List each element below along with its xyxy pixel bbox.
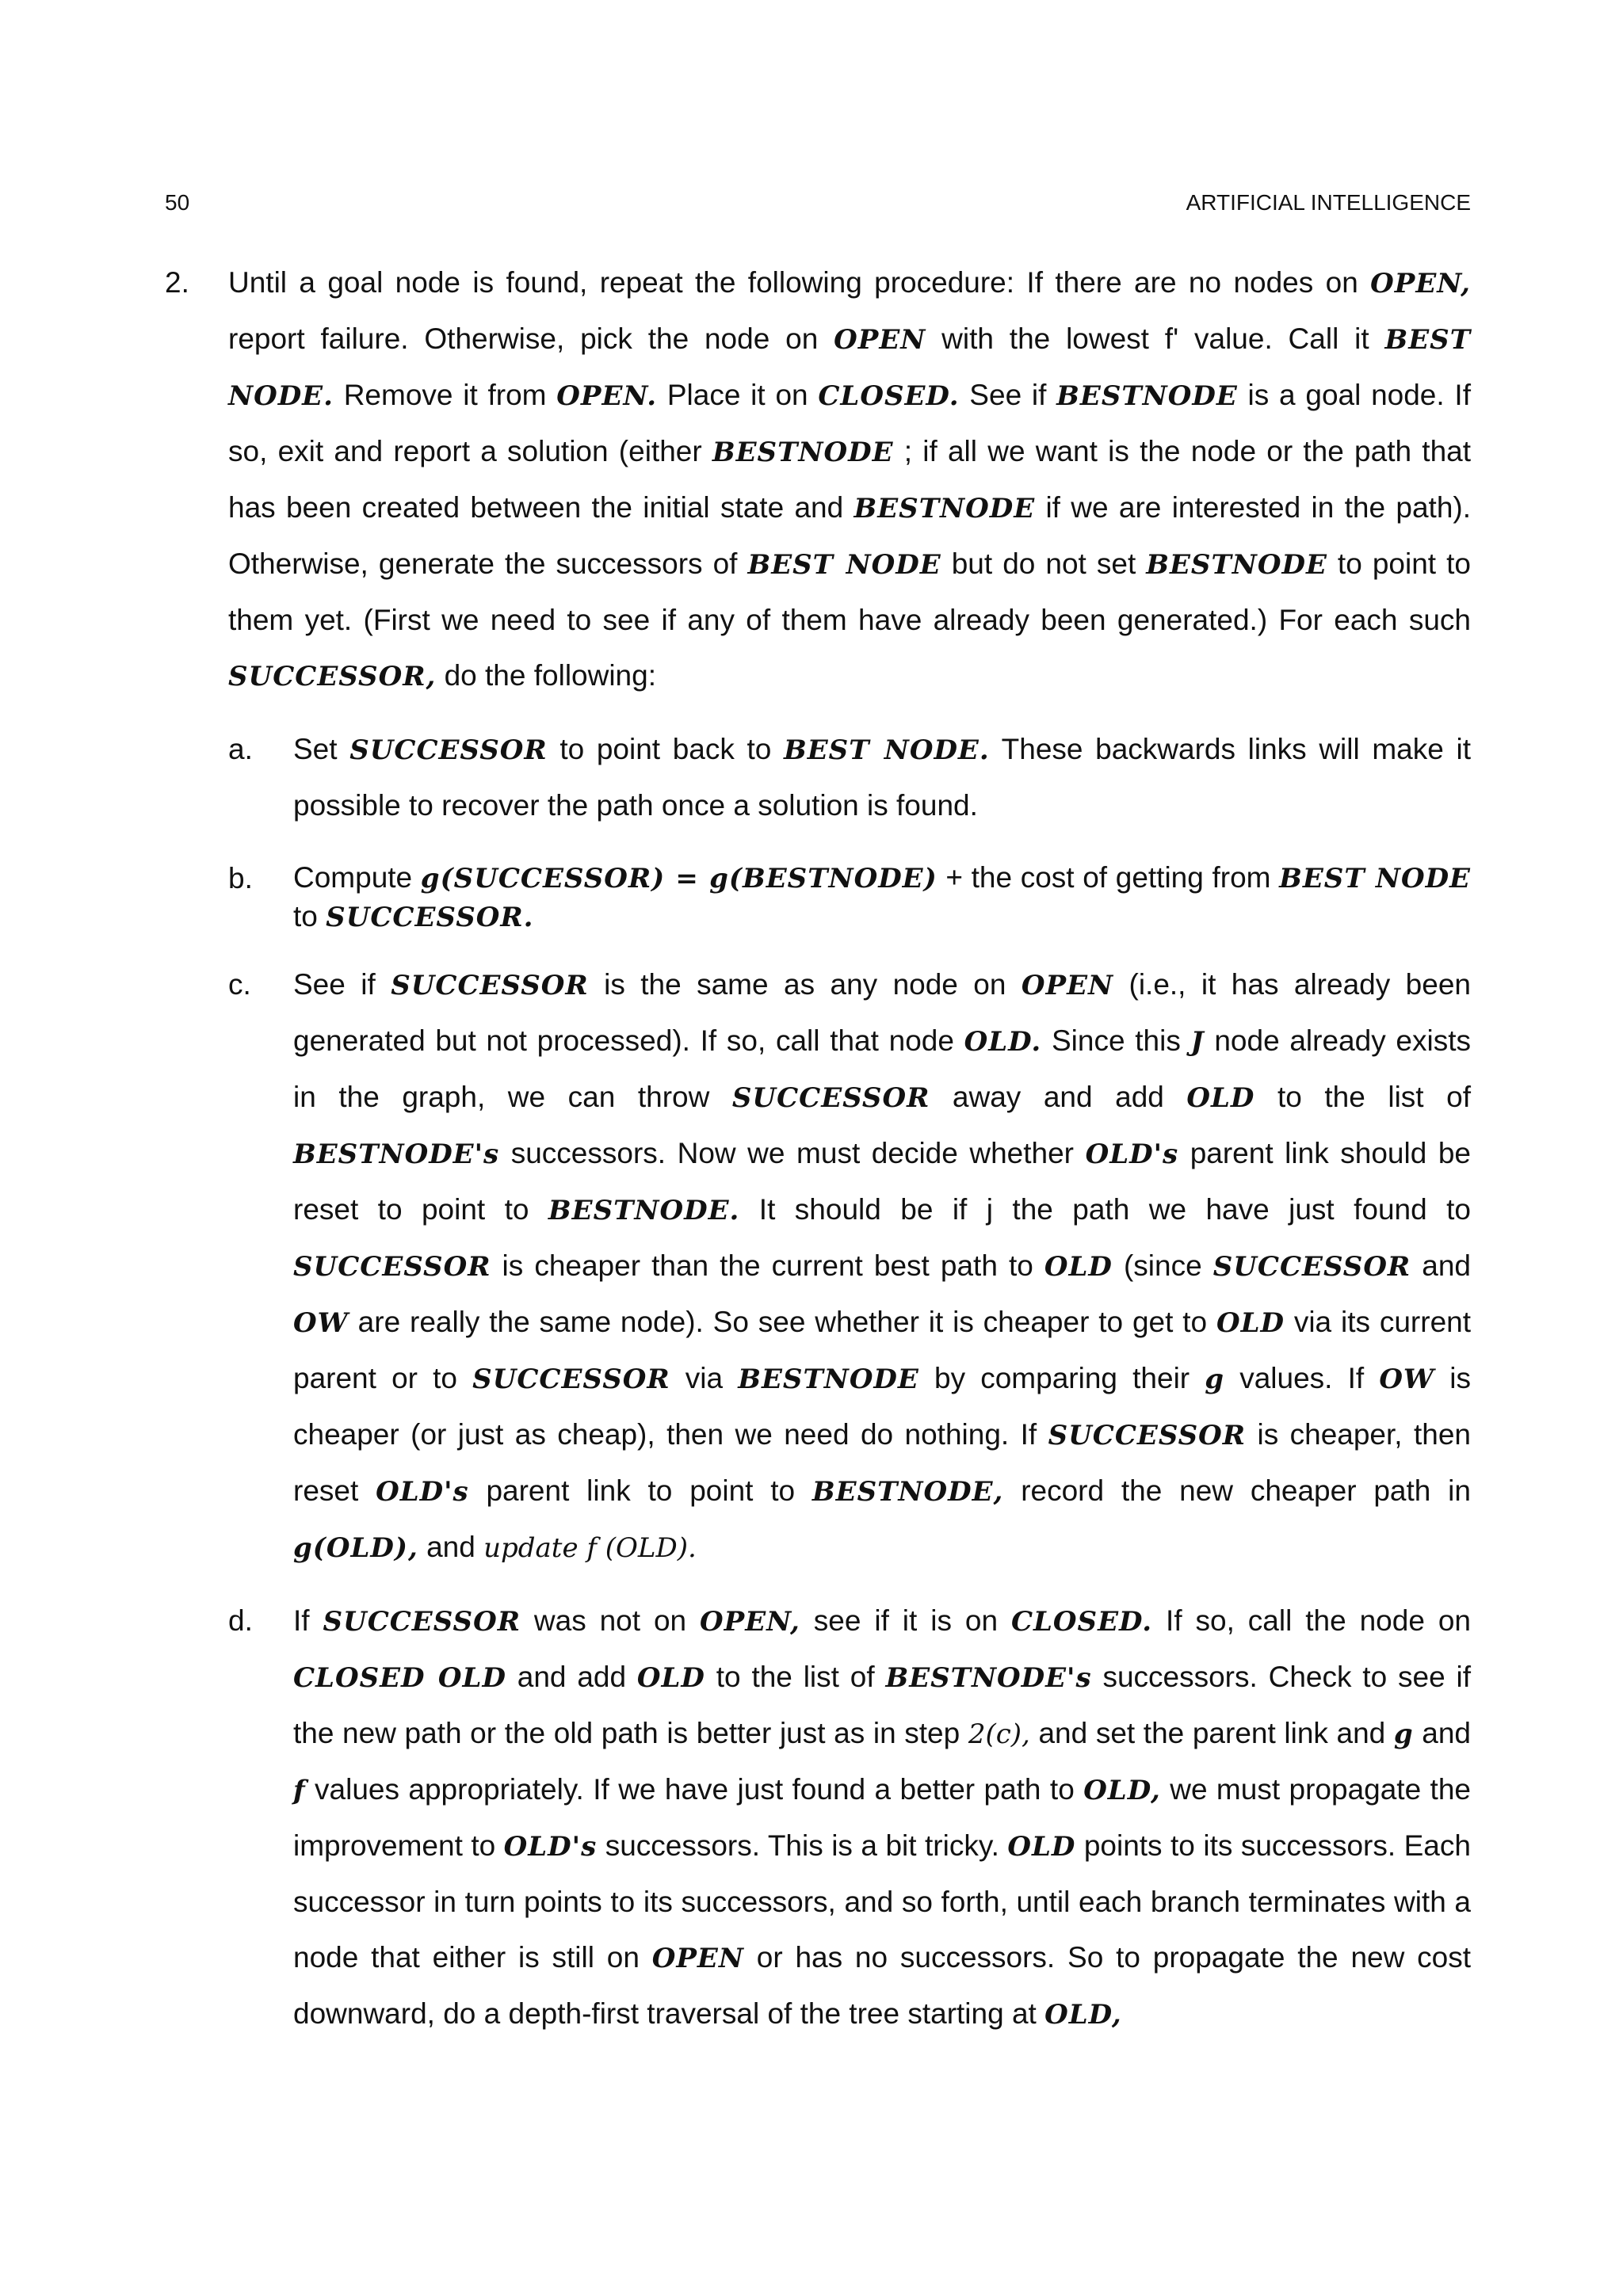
- blackletter-term: f: [293, 1775, 306, 1806]
- body-text: Compute: [293, 861, 421, 894]
- body-text: Place it on: [657, 379, 819, 411]
- body-text: and add: [506, 1661, 637, 1693]
- body-text: to point to them yet. (First we need to see if any of them have already been generated.) For each such: [228, 547, 1471, 636]
- blackletter-term: OPEN,: [700, 1606, 800, 1638]
- blackletter-term: BESTNODE: [1146, 549, 1327, 581]
- blackletter-term: J: [1190, 1026, 1205, 1058]
- substep-paragraph: [293, 1593, 1471, 2042]
- body-text: parent link should be reset to point to: [293, 1137, 1471, 1226]
- blackletter-term: OPEN: [1021, 970, 1114, 1001]
- blackletter-term: SUCCESSOR: [1048, 1420, 1247, 1451]
- body-text: is a goal node. If so, exit and report a solution (either: [228, 379, 1471, 467]
- blackletter-term: OLD: [1007, 1831, 1076, 1863]
- blackletter-term: g(SUCCESSOR) = g(BESTNODE): [420, 863, 938, 894]
- blackletter-term: CLOSED OLD: [293, 1662, 506, 1694]
- blackletter-term: g: [1205, 1363, 1225, 1395]
- body-text: to the list of: [1254, 1081, 1471, 1113]
- body-text: parent link to point to: [468, 1474, 812, 1507]
- blackletter-term: OW: [1379, 1363, 1435, 1395]
- substep-marker: d.: [228, 1604, 253, 1637]
- body-text: report failure. Otherwise, pick the node on: [228, 322, 834, 355]
- blackletter-term: OPEN.: [556, 380, 658, 412]
- blackletter-term: BESTNODE's: [885, 1662, 1092, 1694]
- blackletter-term: OLD: [1044, 1251, 1113, 1283]
- substep-marker: c.: [228, 968, 251, 1001]
- body-text: (since: [1112, 1249, 1213, 1282]
- substep-d: [228, 1593, 1471, 2042]
- substep-paragraph: [293, 851, 1471, 940]
- blackletter-term: OPEN,: [1370, 268, 1471, 299]
- body-text: and: [1411, 1249, 1471, 1282]
- blackletter-term: SUCCESSOR: [472, 1363, 670, 1395]
- body-text: are really the same node). So see whether it is cheaper to get to: [348, 1306, 1216, 1338]
- body-text: values. If: [1224, 1362, 1380, 1394]
- body-text: node already exists in the graph, we can throw: [293, 1024, 1471, 1113]
- body-text: points to its successors. Each successor in turn points to its successors, and so forth, until each branch terminates with a node that either is still on: [293, 1829, 1471, 1974]
- substep-list: [165, 722, 1471, 2042]
- step-marker: 2.: [165, 266, 189, 299]
- body-text: It should be if j the path we have just found to: [739, 1193, 1471, 1226]
- body-text: If so, call the node on: [1152, 1604, 1471, 1637]
- blackletter-term: SUCCESSOR: [391, 970, 589, 1001]
- blackletter-term: SUCCESSOR.: [326, 902, 534, 933]
- blackletter-term: SUCCESSOR: [323, 1606, 521, 1638]
- body-text: with the lowest f' value. Call it: [926, 322, 1385, 355]
- body-text: successors. Check to see if the new path or the old path is better just as in step: [293, 1661, 1471, 1749]
- substep-paragraph: [293, 957, 1471, 1576]
- body-text: to: [293, 900, 327, 933]
- blackletter-term: BESTNODE.: [548, 1195, 740, 1226]
- body-text: + the cost of getting from: [937, 861, 1280, 894]
- body-text: away and add: [930, 1081, 1187, 1113]
- blackletter-term: SUCCESSOR: [293, 1251, 491, 1283]
- script-term: 2(c),: [968, 1718, 1030, 1750]
- blackletter-term: BESTNODE: [1056, 380, 1238, 412]
- algorithm-text: [165, 255, 1471, 2060]
- body-text: is the same as any node on: [588, 968, 1022, 1001]
- body-text: is cheaper (or just as cheap), then we need do nothing. If: [293, 1362, 1471, 1451]
- body-text: and set the parent link and: [1029, 1717, 1394, 1749]
- step-paragraph: [228, 255, 1471, 704]
- body-text: via its current parent or to: [293, 1306, 1471, 1394]
- blackletter-term: g: [1393, 1718, 1414, 1750]
- body-text: and: [1413, 1717, 1472, 1749]
- body-text: do the following:: [436, 659, 656, 692]
- step-2: [165, 255, 1471, 704]
- body-text: Until a goal node is found, repeat the following procedure: If there are no nodes on: [228, 266, 1371, 299]
- body-text: successors. Now we must decide whether: [499, 1137, 1086, 1169]
- body-text: see if it is on: [800, 1604, 1011, 1637]
- substep-marker: b.: [228, 862, 253, 894]
- body-text: ; if all we want is the node or the path that has been created between the initial state and: [228, 435, 1472, 524]
- blackletter-term: g(OLD),: [293, 1532, 418, 1564]
- blackletter-term: BEST NODE: [1279, 863, 1471, 894]
- body-text: but do not set: [941, 547, 1147, 580]
- script-term: update f (OLD).: [483, 1532, 697, 1564]
- body-text: is cheaper, then reset: [293, 1418, 1471, 1507]
- substep-paragraph: [293, 722, 1471, 833]
- blackletter-term: BEST NODE.: [228, 324, 1471, 412]
- blackletter-term: OLD.: [964, 1026, 1042, 1058]
- blackletter-term: OLD,: [1083, 1775, 1161, 1806]
- body-text: Since this: [1041, 1024, 1191, 1057]
- body-text: and: [418, 1531, 484, 1563]
- blackletter-term: OW: [293, 1307, 349, 1339]
- blackletter-term: OLD's: [503, 1831, 598, 1863]
- blackletter-term: CLOSED.: [818, 380, 960, 412]
- body-text: if we are interested in the path). Otherwise, generate the successors of: [228, 491, 1471, 580]
- body-text: to the list of: [705, 1661, 886, 1693]
- blackletter-term: BESTNODE: [712, 437, 894, 468]
- blackletter-term: OPEN: [834, 324, 926, 356]
- blackletter-term: SUCCESSOR: [731, 1082, 930, 1114]
- body-text: Remove it from: [333, 379, 557, 411]
- blackletter-term: OPEN: [651, 1943, 744, 1974]
- blackletter-term: OLD: [1186, 1082, 1255, 1114]
- blackletter-term: BEST NODE: [747, 549, 941, 581]
- body-text: See if: [959, 379, 1057, 411]
- blackletter-term: SUCCESSOR: [1212, 1251, 1411, 1283]
- blackletter-term: SUCCESSOR: [349, 734, 548, 766]
- body-text: See if: [293, 968, 391, 1001]
- blackletter-term: BESTNODE,: [812, 1476, 1004, 1508]
- substep-c: [228, 957, 1471, 1576]
- body-text: was not on: [520, 1604, 701, 1637]
- blackletter-term: OLD's: [376, 1476, 469, 1508]
- blackletter-term: BESTNODE: [854, 493, 1036, 524]
- running-head: ARTIFICIAL INTELLIGENCE: [1186, 190, 1471, 215]
- body-text: to point back to: [547, 733, 785, 765]
- body-text: successors. This is a bit tricky.: [597, 1829, 1008, 1862]
- body-text: or has no successors. So to propagate the new cost downward, do a depth-first traversal of the tree starting at: [293, 1941, 1471, 2030]
- blackletter-term: OLD,: [1044, 1999, 1122, 2031]
- body-text: values appropriately. If we have just found a better path to: [305, 1773, 1084, 1806]
- substep-marker: a.: [228, 733, 253, 765]
- substep-b: [228, 851, 1471, 940]
- body-text: we must propagate the improvement to: [293, 1773, 1471, 1862]
- blackletter-term: BESTNODE: [738, 1363, 919, 1395]
- body-text: record the new cheaper path in: [1003, 1474, 1471, 1507]
- blackletter-term: SUCCESSOR,: [228, 661, 437, 692]
- blackletter-term: OLD: [636, 1662, 705, 1694]
- blackletter-term: BEST NODE.: [784, 734, 990, 766]
- page-number: 50: [165, 190, 190, 215]
- blackletter-term: OLD: [1216, 1307, 1285, 1339]
- body-text: is cheaper than the current best path to: [491, 1249, 1044, 1282]
- blackletter-term: OLD's: [1085, 1138, 1179, 1170]
- blackletter-term: CLOSED.: [1010, 1606, 1153, 1638]
- body-text: Set: [293, 733, 350, 765]
- body-text: by comparing their: [918, 1362, 1205, 1394]
- blackletter-term: BESTNODE's: [293, 1138, 500, 1170]
- body-text: If: [293, 1604, 323, 1637]
- body-text: (i.e., it has already been generated but not processed). If so, call that node: [293, 968, 1471, 1057]
- body-text: These backwards links will make it possible to recover the path once a solution is found.: [293, 733, 1471, 822]
- substep-a: [228, 722, 1471, 833]
- body-text: via: [670, 1362, 739, 1394]
